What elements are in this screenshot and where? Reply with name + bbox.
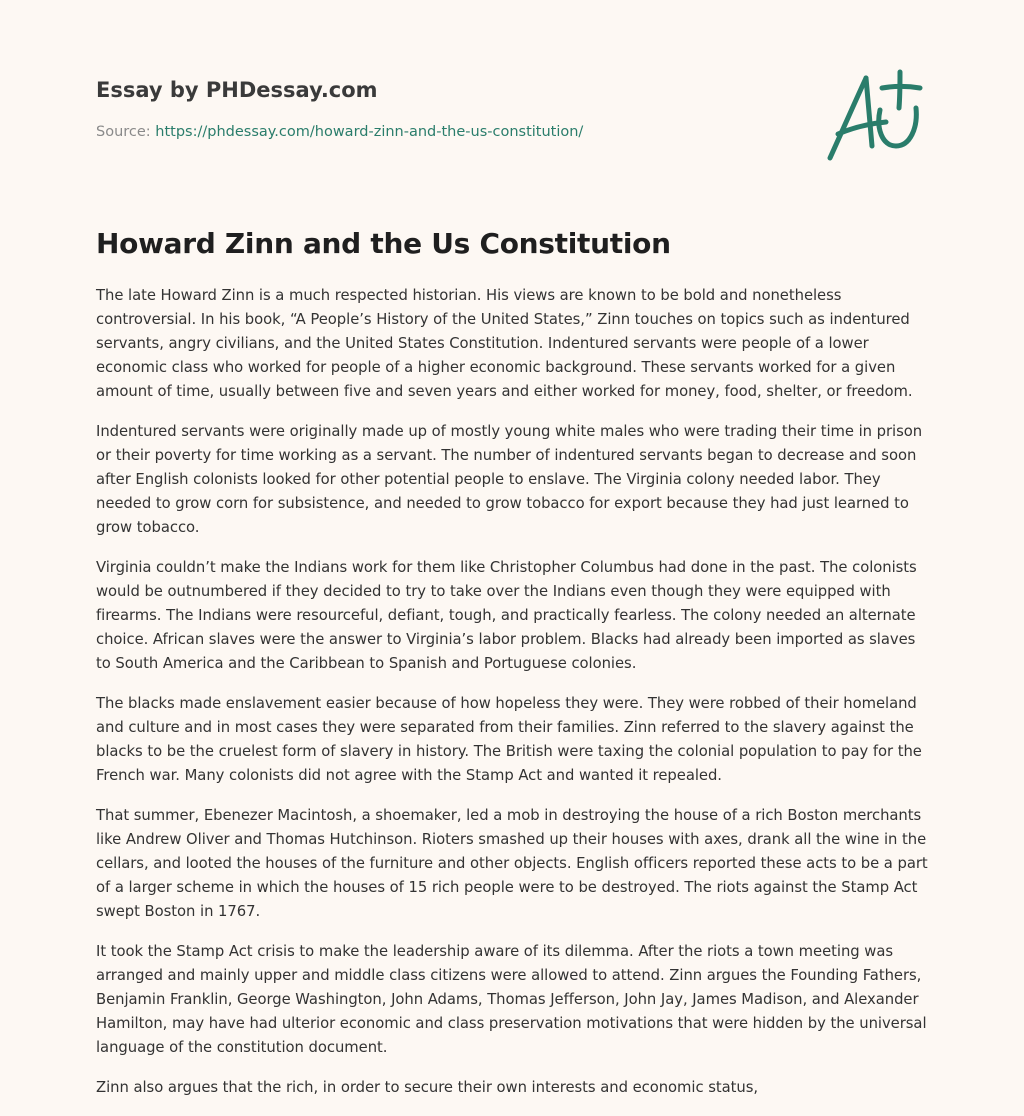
- essay-paragraph: The late Howard Zinn is a much respected historian. His views are known to be bold and nonetheless controversial. In his book, “A People’s History of the United States,” Zinn touches on topics such as indentured servants, angry civilians, and the United States Constitution. Indentured servants were people of a lower economic class who worked for people of a higher economic background. These servants worked for a given amount of time, usually between five and seven years and either worked for money, food, shelter, or freedom.: [96, 287, 913, 400]
- essay-header: [96, 76, 928, 140]
- brand-title: Essay by PHDessay.com: [96, 78, 378, 102]
- essay-paragraph: Virginia couldn’t make the Indians work for them like Christopher Columbus had done in the past. The colonists would be outnumbered if they decided to try to take over the Indians even though they were equipped with firearms. The Indians were resourceful, defiant, tough, and practically fearless. The colony needed an alternate choice. African slaves were the answer to Virginia’s labor problem. Blacks had already been imported as slaves to South America and the Caribbean to Spanish and Portuguese colonies.: [96, 559, 917, 672]
- essay-body: [96, 284, 932, 1116]
- a-plus-logo-icon: [820, 66, 930, 166]
- essay-paragraph: Indentured servants were originally made up of mostly young white males who were trading their time in prison or their poverty for time working as a servant. The number of indentured servants began to decrease and soon after English colonists looked for other potential people to enslave. The Virginia colony needed labor. They needed to grow corn for subsistence, and needed to grow tobacco for export because they had just learned to grow tobacco.: [96, 423, 923, 536]
- essay-paragraph: Zinn also argues that the rich, in order to secure their own interests and economic status,: [96, 1079, 759, 1096]
- essay-title: Howard Zinn and the Us Constitution: [96, 227, 671, 260]
- essay-paragraph: The blacks made enslavement easier because of how hopeless they were. They were robbed of their homeland and culture and in most cases they were separated from their families. Zinn referred to the slavery against the blacks to be the cruelest form of slavery in history. The British were taxing the colonial population to pay for the French war. Many colonists did not agree with the Stamp Act and wanted it repealed.: [96, 695, 922, 784]
- essay-paragraph: It took the Stamp Act crisis to make the leadership aware of its dilemma. After the riots a town meeting was arranged and mainly upper and middle class citizens were allowed to attend. Zinn argues the Founding Fathers, Benjamin Franklin, George Washington, John Adams, Thomas Jefferson, John Jay, James Madison, and Alexander Hamilton, may have had ulterior economic and class preservation motivations that were hidden by the universal language of the constitution document.: [96, 943, 927, 1056]
- source-line: [96, 124, 583, 140]
- essay-paragraph: That summer, Ebenezer Macintosh, a shoemaker, led a mob in destroying the house of a rich Boston merchants like Andrew Oliver and Thomas Hutchinson. Rioters smashed up their houses with axes, drank all the wine in the cellars, and looted the houses of the furniture and other objects. English officers reported these acts to be a part of a larger scheme in which the houses of 15 rich people were to be destroyed. The riots against the Stamp Act swept Boston in 1767.: [96, 807, 928, 920]
- source-link[interactable]: https://phdessay.com/howard-zinn-and-the-us-constitution/: [155, 124, 584, 140]
- source-label: Source:: [96, 124, 156, 140]
